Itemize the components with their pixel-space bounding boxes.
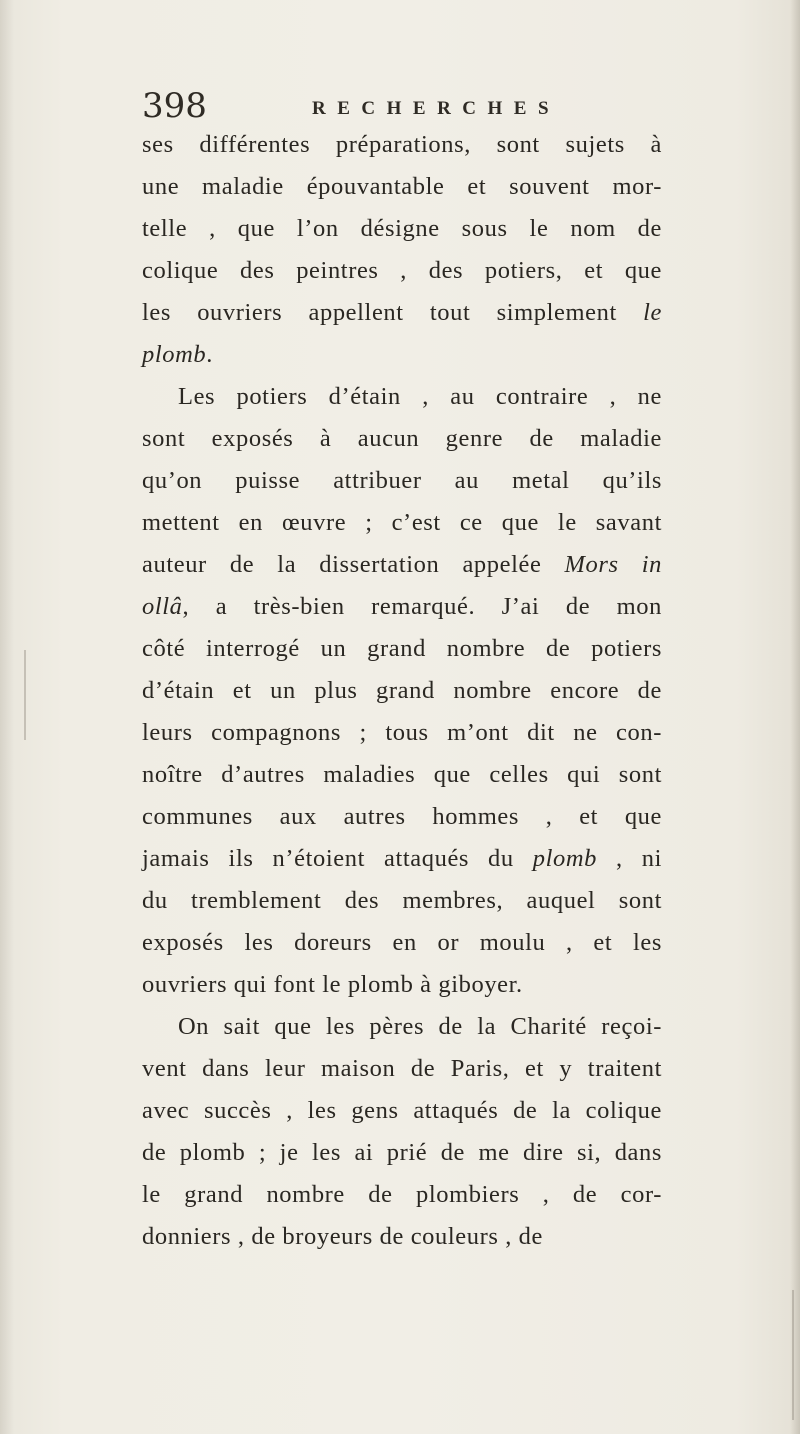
line-text: du tremblement des membres, auquel sont	[142, 887, 662, 914]
line-text: ses différentes préparations, sont sujets à	[142, 131, 662, 158]
line-text: noître d’autres maladies que celles qui sont	[142, 761, 662, 788]
line-text: ouvriers qui font le plomb à giboyer.	[142, 971, 523, 998]
text-line	[142, 922, 662, 964]
text-line	[142, 1216, 662, 1258]
text-line	[142, 124, 662, 166]
line-text: communes aux autres hommes , et que	[142, 803, 662, 830]
edge-mark	[792, 1290, 794, 1420]
text-line	[142, 838, 662, 880]
line-text: une maladie épouvantable et souvent mor-	[142, 173, 662, 200]
text-line	[142, 166, 662, 208]
line-text: qu’on puisse attribuer au metal qu’ils	[142, 467, 662, 494]
text-line	[142, 502, 662, 544]
page-edge-shadow	[790, 0, 800, 1434]
text-line	[142, 880, 662, 922]
text-line	[142, 292, 662, 334]
page-number: 398	[142, 86, 207, 126]
line-text: les ouvriers appellent tout simplement	[142, 299, 644, 326]
line-text: avec succès , les gens attaqués de la colique	[142, 1097, 662, 1124]
text-line	[142, 1090, 662, 1132]
line-text: auteur de la dissertation appelée	[142, 551, 565, 578]
line-text: de plomb ; je les ai prié de me dire si, dans	[142, 1139, 662, 1166]
body-text	[142, 124, 662, 1258]
line-text: jamais ils n’étoient attaqués du	[142, 845, 533, 872]
text-line	[142, 670, 662, 712]
line-text: telle , que l’on désigne sous le nom de	[142, 215, 662, 242]
text-line	[142, 460, 662, 502]
line-text: , ni	[597, 845, 662, 872]
line-text: d’étain et un plus grand nombre encore de	[142, 677, 662, 704]
italic-text: plomb	[142, 341, 207, 368]
line-text: .	[206, 341, 213, 368]
running-head: RECHERCHES	[312, 98, 561, 119]
text-line	[142, 796, 662, 838]
text-line	[142, 1132, 662, 1174]
text-line	[142, 1006, 662, 1048]
line-text: exposés les doreurs en or moulu , et les	[142, 929, 662, 956]
line-text: Les potiers d’étain , au contraire , ne	[178, 383, 662, 410]
text-line	[142, 376, 662, 418]
italic-text: plomb	[532, 845, 597, 872]
text-line	[142, 1048, 662, 1090]
line-text: mettent en œuvre ; c’est ce que le savant	[142, 509, 662, 536]
line-text: sont exposés à aucun genre de maladie	[142, 425, 662, 452]
text-line	[142, 208, 662, 250]
line-text: colique des peintres , des potiers, et que	[142, 257, 662, 284]
italic-text: le	[643, 299, 662, 326]
line-text: donniers , de broyeurs de couleurs , de	[142, 1223, 543, 1250]
line-text: vent dans leur maison de Paris, et y traitent	[142, 1055, 662, 1082]
italic-text: ollâ	[142, 593, 183, 620]
text-line	[142, 544, 662, 586]
line-text: le grand nombre de plombiers , de cor-	[142, 1181, 662, 1208]
line-text: On sait que les pères de la Charité reçoi-	[178, 1013, 662, 1040]
text-line	[142, 418, 662, 460]
text-line	[142, 1174, 662, 1216]
text-line	[142, 586, 662, 628]
italic-text: Mors in	[564, 551, 663, 578]
text-line	[142, 334, 662, 376]
text-line	[142, 628, 662, 670]
line-text: côté interrogé un grand nombre de potiers	[142, 635, 662, 662]
margin-mark	[24, 650, 26, 740]
text-line	[142, 712, 662, 754]
line-text: , a très-bien remarqué. J’ai de mon	[182, 593, 662, 620]
text-line	[142, 754, 662, 796]
text-line	[142, 964, 662, 1006]
line-text: leurs compagnons ; tous m’ont dit ne con-	[142, 719, 662, 746]
page-gutter-shadow	[0, 0, 14, 1434]
text-line	[142, 250, 662, 292]
